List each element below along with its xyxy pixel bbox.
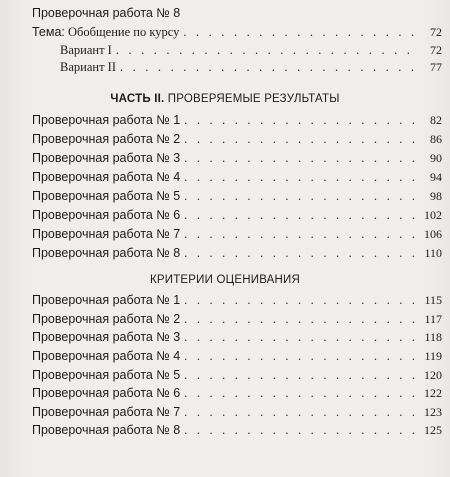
toc-label: Проверочная работа № 3 [32,151,181,165]
toc-row[interactable] [32,131,442,147]
toc-row[interactable] [32,348,442,364]
variant-row-1[interactable] [60,42,442,58]
leader-dots [184,329,416,345]
variant-label: Вариант I [60,43,112,57]
toc-row[interactable] [32,150,442,166]
toc-label: Проверочная работа № 1 [32,293,181,307]
page-number: 106 [424,227,442,241]
toc-row[interactable] [32,385,442,401]
tema-text: Обобщение по курсу [68,25,180,39]
leader-dots [184,169,416,185]
toc-row[interactable] [32,422,442,438]
toc-row[interactable] [32,169,442,185]
tema-label-group [32,24,179,40]
page-number: 123 [424,405,442,419]
toc-label: Проверочная работа № 6 [32,386,181,400]
page-number: 94 [430,170,442,184]
leader-dots [184,385,416,401]
top-section-title: Проверочная работа № 8 [32,6,181,20]
part2-heading [0,93,450,105]
leader-dots [184,422,416,438]
toc-label: Проверочная работа № 2 [32,312,181,326]
tema-label: Тема: [32,25,65,39]
leader-dots [184,207,416,223]
leader-dots [184,226,416,242]
leader-dots [184,367,416,383]
leader-dots [116,42,416,58]
leader-dots [183,24,416,40]
toc-row[interactable] [32,245,442,261]
page-number: 122 [424,386,442,400]
leader-dots [184,131,416,147]
page-number: 86 [430,132,442,146]
variant-row-2[interactable] [60,59,442,75]
page-number: 77 [430,60,442,74]
leader-dots [184,245,416,261]
page-number: 118 [424,330,442,344]
toc-label: Проверочная работа № 6 [32,208,181,222]
leader-dots [184,112,416,128]
toc-label: Проверочная работа № 2 [32,132,181,146]
toc-row[interactable] [32,404,442,420]
page-number: 72 [430,43,442,57]
page-number: 72 [430,25,442,39]
page-number: 117 [424,312,442,326]
toc-label: Проверочная работа № 1 [32,113,181,127]
toc-row[interactable] [32,292,442,308]
leader-dots [184,150,416,166]
page-number: 120 [424,368,442,382]
toc-label: Проверочная работа № 7 [32,405,181,419]
leader-dots [184,311,416,327]
toc-label: Проверочная работа № 4 [32,170,181,184]
leader-dots [184,188,416,204]
toc-label: Проверочная работа № 5 [32,189,181,203]
leader-dots [184,292,416,308]
leader-dots [184,348,416,364]
variant-label: Вариант II [60,60,116,74]
criteria-heading: КРИТЕРИИ ОЦЕНИВАНИЯ [149,274,301,286]
page-number: 125 [424,423,442,437]
tema-row[interactable] [32,24,442,40]
page-number: 102 [424,208,442,222]
toc-row[interactable] [32,226,442,242]
page-number: 98 [430,189,442,203]
page-number: 119 [424,349,442,363]
toc-label: Проверочная работа № 7 [32,227,181,241]
toc-label: Проверочная работа № 8 [32,246,181,260]
toc-label: Проверочная работа № 5 [32,368,181,382]
toc-row[interactable] [32,311,442,327]
toc-row[interactable] [32,367,442,383]
toc-label: Проверочная работа № 4 [32,349,181,363]
leader-dots [120,59,416,75]
toc-row[interactable] [32,188,442,204]
leader-dots [184,404,416,420]
part2-heading-bold: ЧАСТЬ II. [110,93,165,105]
part2-heading-rest: ПРОВЕРЯЕМЫЕ РЕЗУЛЬТАТЫ [164,93,340,105]
toc-label: Проверочная работа № 3 [32,330,181,344]
page-number: 90 [430,151,442,165]
toc-row[interactable] [32,112,442,128]
toc-row[interactable] [32,329,442,345]
page-number: 115 [424,293,442,307]
page-number: 110 [424,246,442,260]
page-number: 82 [430,113,442,127]
toc-row[interactable] [32,207,442,223]
toc-label: Проверочная работа № 8 [32,423,181,437]
